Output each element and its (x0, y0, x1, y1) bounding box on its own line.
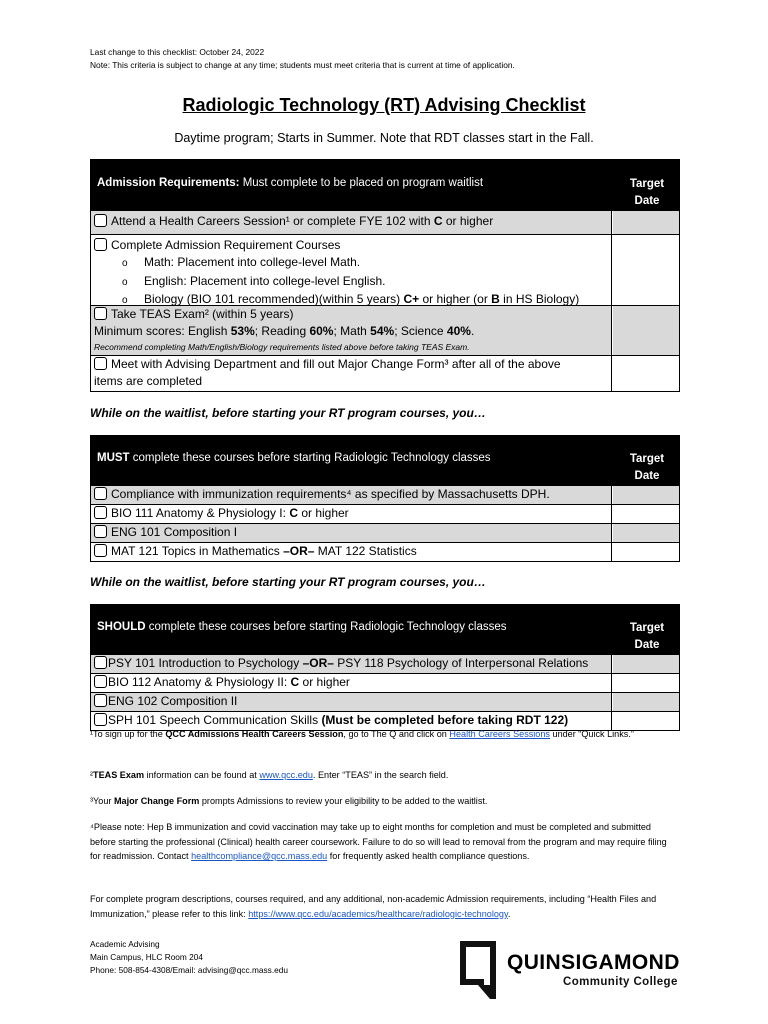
qcc-logo-mark-icon (458, 941, 498, 999)
admission-requirements-table (90, 159, 680, 392)
target-date-cell[interactable] (613, 356, 679, 391)
waitlist-note-1: While on the waitlist, before starting your RT program courses, you… (90, 406, 486, 420)
target-date-cell[interactable] (613, 211, 679, 234)
must-table-header: MUST complete these courses before starting Radiologic Technology classes Target Date (90, 435, 680, 486)
target-date-cell[interactable] (613, 655, 679, 673)
checklist-row: SPH 101 Speech Communication Skills (Must be completed before taking RDT 122) (91, 712, 680, 731)
target-date-cell[interactable] (613, 543, 679, 561)
target-date-cell[interactable] (613, 235, 679, 305)
checklist-row: BIO 112 Anatomy & Physiology II: C or higher (91, 674, 680, 693)
checkbox[interactable] (94, 544, 107, 557)
target-date-cell[interactable] (613, 674, 679, 692)
criteria-note: Note: This criteria is subject to change at any time; students must meet criteria that is current at time of application. (90, 59, 515, 70)
logo-subtitle: Community College (563, 976, 678, 988)
checkbox[interactable] (94, 694, 107, 707)
checklist-row: BIO 111 Anatomy & Physiology I: C or higher (91, 505, 680, 524)
checklist-row: Take TEAS Exam² (within 5 years) Minimum scores: English 53%; Reading 60%; Math 54%; Science 40%. Recommend completing Math/English/Biology requirements listed above before taking TEAS Exam. (91, 306, 680, 356)
advising-contact: Academic Advising Main Campus, HLC Room 204 Phone: 508-854-4308/Email: advising@qcc.mass.edu (90, 939, 288, 975)
qcc-logo (458, 941, 683, 999)
checkbox[interactable] (94, 713, 107, 726)
page-title: Radiologic Technology (RT) Advising Checklist (182, 95, 586, 115)
checkbox[interactable] (94, 307, 107, 320)
checkbox[interactable] (94, 675, 107, 688)
footnote-4: ⁴Please note: Hep B immunization and covid vaccination may take up to eight months for completion and must be completed and submitted before starting the professional (Clinical) health career coursework. Failure to do so will lead to removal from the program and may require filing for readmission. Contact healthcompliance@qcc.mass.edu for frequently asked health compliance questions. (90, 822, 667, 862)
checkbox[interactable] (94, 487, 107, 500)
target-date-cell[interactable] (613, 524, 679, 542)
page-subtitle: Daytime program; Starts in Summer. Note that RDT classes start in the Fall. (174, 131, 594, 145)
checklist-row: Attend a Health Careers Session¹ or complete FYE 102 with C or higher (91, 211, 680, 235)
document-meta (90, 46, 515, 71)
target-date-cell[interactable] (613, 486, 679, 504)
waitlist-note-2: While on the waitlist, before starting your RT program courses, you… (90, 575, 486, 589)
checklist-row: ENG 102 Composition II (91, 693, 680, 712)
checklist-row: Compliance with immunization requirements⁴ as specified by Massachusetts DPH. (91, 486, 680, 505)
logo-wordmark: QUINSIGAMOND (507, 951, 680, 974)
checkbox[interactable] (94, 525, 107, 538)
checkbox[interactable] (94, 238, 107, 251)
last-change-text: Last change to this checklist: October 24, 2022 (90, 47, 265, 57)
should-complete-table (90, 604, 680, 731)
checklist-row: Complete Admission Requirement Courses o Math: Placement into college-level Math. o English: Placement into college-level English. o Biology (BIO 101 recommended)(within 5 years) C+ or higher (or B in HS Biology) (91, 235, 680, 306)
footnote-2: ²TEAS Exam information can be found at www.qcc.edu. Enter “TEAS” in the search field. (90, 770, 449, 780)
target-date-cell[interactable] (613, 306, 679, 355)
checklist-row: PSY 101 Introduction to Psychology –OR– PSY 118 Psychology of Interpersonal Relations (91, 655, 680, 674)
health-careers-sessions-link[interactable]: Health Careers Sessions (449, 729, 550, 739)
checkbox[interactable] (94, 357, 107, 370)
must-complete-table (90, 435, 680, 562)
qcc-website-link[interactable]: www.qcc.edu (259, 770, 313, 780)
checkbox[interactable] (94, 506, 107, 519)
program-info-note: For complete program descriptions, courses required, and any additional, non-academic Admission requirements, including “Health Files and Immunization,” please refer to this link: https://www.qcc.edu/academics/healthcare/radiologic-technology. (90, 894, 657, 919)
checkbox[interactable] (94, 656, 107, 669)
admission-table-header (90, 159, 680, 211)
footnote-1: ¹To sign up for the QCC Admissions Health Careers Session, go to The Q and click on Health Careers Sessions under “Quick Links.” (90, 729, 634, 739)
admission-header-text: Admission Requirements: Must complete to be placed on program waitlist (97, 177, 484, 189)
checklist-row: ENG 101 Composition I (91, 524, 680, 543)
should-table-header: SHOULD complete these courses before starting Radiologic Technology classes Target Date (90, 604, 680, 655)
health-compliance-email-link[interactable]: healthcompliance@qcc.mass.edu (191, 851, 328, 862)
checkbox[interactable] (94, 214, 107, 227)
program-page-link[interactable]: https://www.qcc.edu/academics/healthcare/radiologic-technology (248, 908, 508, 919)
target-date-header: Target Date (629, 178, 665, 207)
target-date-cell[interactable] (613, 505, 679, 523)
target-date-cell[interactable] (613, 693, 679, 711)
checklist-row: Meet with Advising Department and fill out Major Change Form³ after all of the above items are completed (91, 356, 680, 392)
teas-recommendation: Recommend completing Math/English/Biology requirements listed above before taking TEAS Exam. (94, 341, 470, 352)
checklist-row: MAT 121 Topics in Mathematics –OR– MAT 122 Statistics (91, 543, 680, 562)
footnote-3: ³Your Major Change Form prompts Admissions to review your eligibility to be added to the waitlist. (90, 796, 488, 806)
